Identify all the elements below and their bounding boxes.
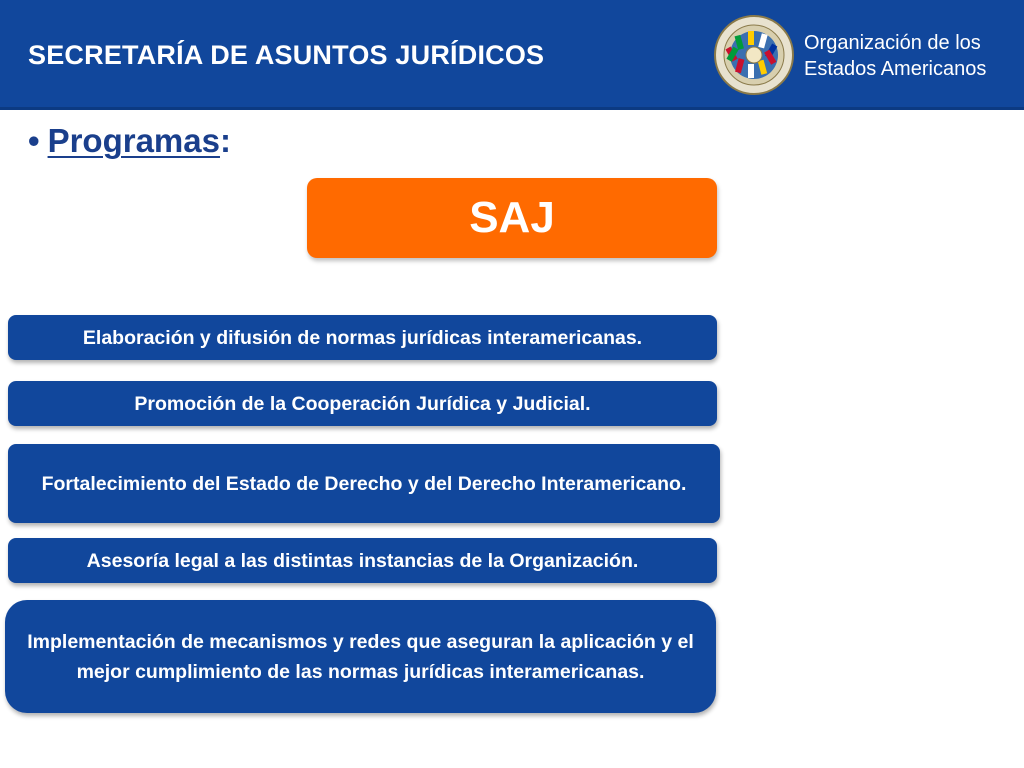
program-label: Elaboración y difusión de normas jurídicas interamericanas. — [82, 326, 643, 349]
section-heading-colon: : — [219, 122, 231, 159]
program-box — [5, 600, 716, 713]
program-label: Promoción de la Cooperación Jurídica y Judicial. — [134, 392, 591, 415]
program-box — [8, 315, 717, 360]
page-title: SECRETARÍA DE ASUNTOS JURÍDICOS — [28, 40, 545, 70]
program-label: Asesoría legal a las distintas instancias de la Organización. — [86, 549, 639, 572]
saj-label: SAJ — [469, 193, 555, 242]
organization-name — [804, 30, 986, 82]
program-box — [8, 444, 720, 523]
section-heading — [28, 122, 231, 160]
organization-logo — [714, 14, 1004, 98]
oas-seal-icon — [714, 14, 794, 96]
program-box — [8, 538, 717, 583]
bullet-icon: • — [28, 122, 40, 159]
header-bar — [0, 0, 1024, 110]
program-box — [8, 381, 717, 426]
section-heading-label: Programas — [47, 122, 220, 159]
program-label: Fortalecimiento del Estado de Derecho y del Derecho Interamericano. — [41, 472, 687, 495]
organization-name-line2: Estados Americanos — [804, 58, 987, 80]
program-label: Implementación de mecanismos y redes que aseguran la aplicación y el mejor cumplimiento de las normas jurídicas interamericanas. — [27, 630, 694, 683]
saj-box — [307, 178, 717, 258]
organization-name-line1: Organización de los — [804, 32, 981, 54]
